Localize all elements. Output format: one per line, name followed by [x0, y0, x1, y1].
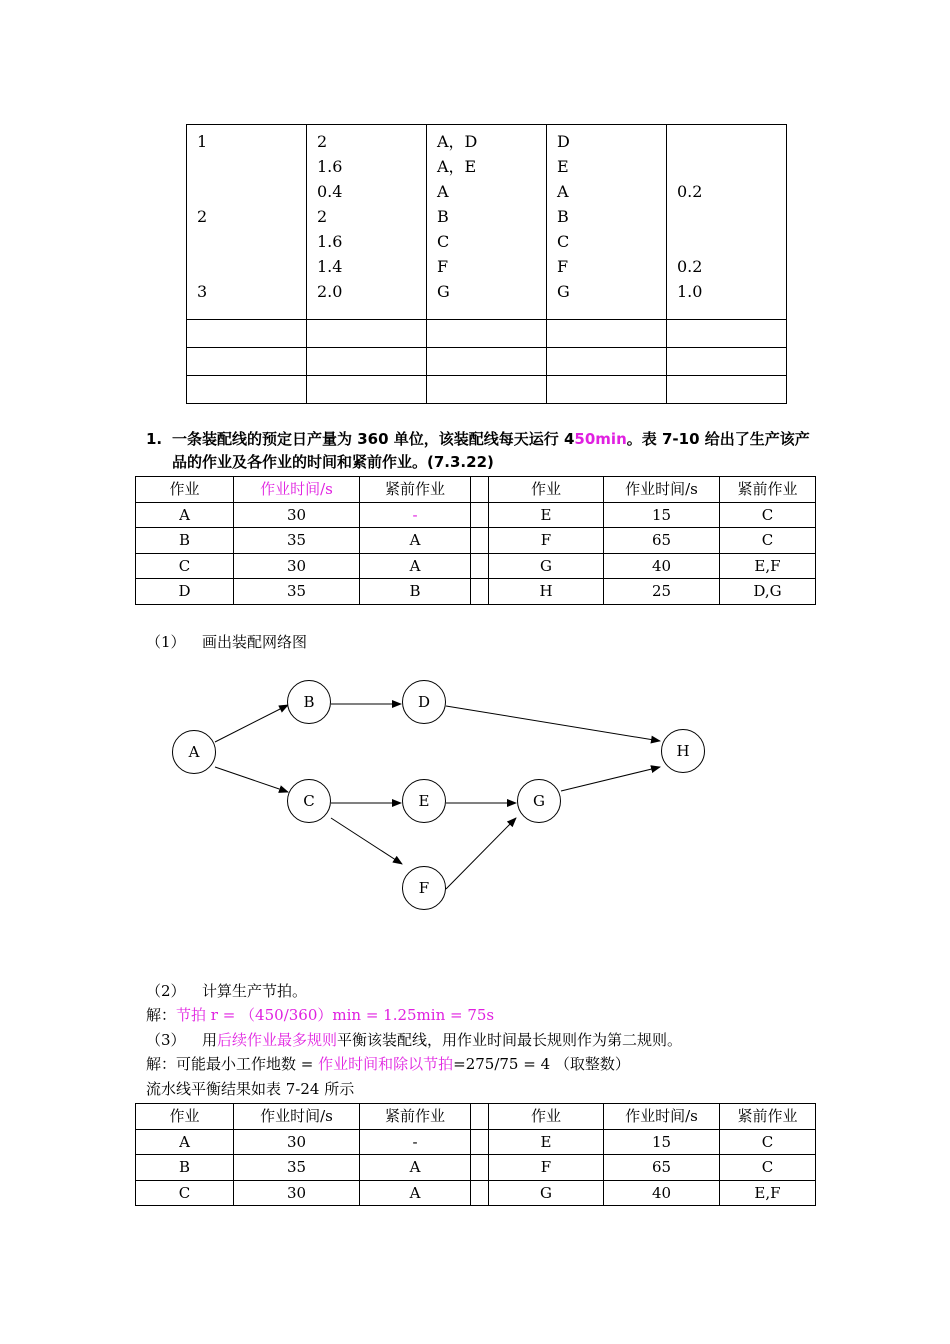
table-cell: C	[136, 553, 234, 579]
table-cell: C	[720, 1155, 816, 1181]
table-cell: A	[360, 553, 471, 579]
table-cell: E	[489, 502, 604, 528]
table-cell: B	[136, 1155, 234, 1181]
table-cell: A	[360, 1155, 471, 1181]
solution-2-prefix: 解：可能最小工作地数 =	[146, 1055, 319, 1073]
header-cell: 紧前作业	[360, 1104, 471, 1130]
node-h	[662, 730, 705, 773]
solution-1	[146, 1004, 494, 1026]
step-3-text-b: 平衡该装配线，用作业时间最长规则作为第二规则。	[337, 1031, 683, 1049]
question-text-b: 。表 7-10 给出了生产该产品的作业及各作业的时间和紧前作业。(7.3.22)	[172, 430, 810, 471]
gap-cell	[471, 1104, 489, 1130]
table-cell: A	[360, 528, 471, 554]
step-3-text-a: 用	[202, 1031, 218, 1049]
step-1-text: 画出装配网络图	[202, 633, 308, 651]
node-label: H	[676, 742, 690, 760]
question-highlight: 50min	[574, 430, 627, 448]
solution-2	[146, 1053, 630, 1075]
node-label: A	[188, 743, 200, 761]
table-cell: D	[136, 579, 234, 605]
table-row	[136, 1180, 816, 1206]
table-cell: E,F	[720, 1180, 816, 1206]
node-f	[403, 867, 446, 910]
table-cell: E	[489, 1129, 604, 1155]
cell: 0.2	[677, 182, 703, 201]
table-cell: G	[489, 1180, 604, 1206]
step-2	[146, 980, 307, 1002]
cell: 1.4	[317, 257, 343, 276]
table-cell: C	[720, 1129, 816, 1155]
edge-g-h	[561, 767, 660, 791]
table-cell: C	[720, 528, 816, 554]
node-label: C	[303, 792, 315, 810]
table-cell: 65	[604, 1155, 720, 1181]
table-cell: C	[720, 502, 816, 528]
table-cell: 40	[604, 553, 720, 579]
table-cell: D,G	[720, 579, 816, 605]
step-3-label: （3）	[146, 1031, 186, 1049]
edge-c-f	[331, 818, 402, 864]
cell: 1.6	[317, 157, 343, 176]
table-cell: 30	[234, 1129, 360, 1155]
cell: A	[437, 182, 449, 201]
network-nodes	[173, 681, 705, 910]
cell: 0.2	[677, 257, 703, 276]
edge-f-g	[446, 818, 516, 889]
gap-cell	[471, 1129, 489, 1155]
node-label: E	[418, 792, 430, 810]
table-cell: B	[360, 579, 471, 605]
table-cell: F	[489, 528, 604, 554]
table-row	[136, 1155, 816, 1181]
node-c	[288, 780, 331, 823]
cell: 2	[197, 207, 208, 226]
edge-a-c	[215, 767, 288, 792]
table-cell: A	[136, 1129, 234, 1155]
table-cell: A	[360, 1180, 471, 1206]
cell: 2.0	[317, 282, 343, 301]
table-cell: 35	[234, 528, 360, 554]
node-e	[403, 780, 446, 823]
solution-1-highlight: 节拍 r = （450/360）min = 1.25min = 75s	[176, 1006, 495, 1024]
question-number: 1.	[146, 430, 163, 448]
gap-cell	[471, 1155, 489, 1181]
step-3-highlight: 后续作业最多规则	[217, 1031, 338, 1049]
table-cell: 30	[234, 553, 360, 579]
table-cell: C	[136, 1180, 234, 1206]
cell: A，E	[437, 157, 477, 176]
node-a	[173, 731, 216, 774]
cell: 3	[197, 282, 208, 301]
table-cell: E,F	[720, 553, 816, 579]
cell: 1.0	[677, 282, 703, 301]
header-cell: 作业时间/s	[234, 1104, 360, 1130]
header-cell: 作业时间/s	[604, 1104, 720, 1130]
cell: 2	[317, 207, 328, 226]
header-cell: 作业	[136, 477, 234, 503]
table-cell: 15	[604, 502, 720, 528]
table-cell: -	[360, 502, 471, 528]
node-b	[288, 681, 331, 724]
cell: A	[557, 182, 569, 201]
header-cell: 作业	[136, 1104, 234, 1130]
cell: 2	[317, 132, 328, 151]
node-label: D	[417, 693, 431, 711]
header-cell: 紧前作业	[720, 477, 816, 503]
cell: D	[557, 132, 570, 151]
cell: G	[557, 282, 570, 301]
header-cell: 作业	[489, 1104, 604, 1130]
table-cell: 25	[604, 579, 720, 605]
node-label: B	[303, 693, 315, 711]
table-cell: H	[489, 579, 604, 605]
cell: B	[437, 207, 449, 226]
cell: F	[437, 257, 449, 276]
table-cell: 15	[604, 1129, 720, 1155]
table-cell: -	[360, 1129, 471, 1155]
table-cell: A	[136, 502, 234, 528]
gap-cell	[471, 1180, 489, 1206]
edge-d-h	[446, 706, 660, 741]
table-cell: F	[489, 1155, 604, 1181]
header-cell: 作业时间/s	[234, 477, 360, 503]
solution-2-highlight: 作业时间和除以节拍	[318, 1055, 454, 1073]
table-header-row	[136, 1104, 816, 1130]
node-label: G	[533, 792, 545, 810]
table-cell: 40	[604, 1180, 720, 1206]
edge-a-b	[215, 705, 288, 742]
header-cell: 作业时间/s	[604, 477, 720, 503]
table-cell: 35	[234, 1155, 360, 1181]
cell: B	[557, 207, 569, 226]
solution-2-suffix: =275/75 = 4 （取整数）	[453, 1055, 630, 1073]
table-cell: 30	[234, 502, 360, 528]
cell: 1.6	[317, 232, 343, 251]
step-1-label: （1）	[146, 633, 186, 651]
table-cell: G	[489, 553, 604, 579]
node-label: F	[418, 879, 430, 897]
cell: C	[557, 232, 570, 251]
cell: 1	[197, 132, 208, 151]
table-cell: 65	[604, 528, 720, 554]
cell: F	[557, 257, 569, 276]
step-3	[146, 1029, 682, 1051]
node-g	[518, 780, 561, 823]
header-cell: 紧前作业	[720, 1104, 816, 1130]
table-cell: 35	[234, 579, 360, 605]
cell: A，D	[437, 132, 478, 151]
header-cell: 作业	[489, 477, 604, 503]
cell: 0.4	[317, 182, 343, 201]
cell: G	[437, 282, 450, 301]
node-d	[403, 681, 446, 724]
header-cell: 紧前作业	[360, 477, 471, 503]
step-2-text: 计算生产节拍。	[202, 982, 308, 1000]
step-2-label: （2）	[146, 982, 186, 1000]
table-cell: 30	[234, 1180, 360, 1206]
balance-result-note: 流水线平衡结果如表 7-24 所示	[146, 1080, 355, 1098]
table-cell: B	[136, 528, 234, 554]
question-text-a: 一条装配线的预定日产量为 360 单位，该装配线每天运行 4	[172, 430, 575, 448]
cell: E	[557, 157, 569, 176]
solution-1-prefix: 解：	[146, 1006, 177, 1024]
table-row	[136, 1129, 816, 1155]
task-table-2	[135, 1103, 816, 1206]
cell: C	[437, 232, 450, 251]
